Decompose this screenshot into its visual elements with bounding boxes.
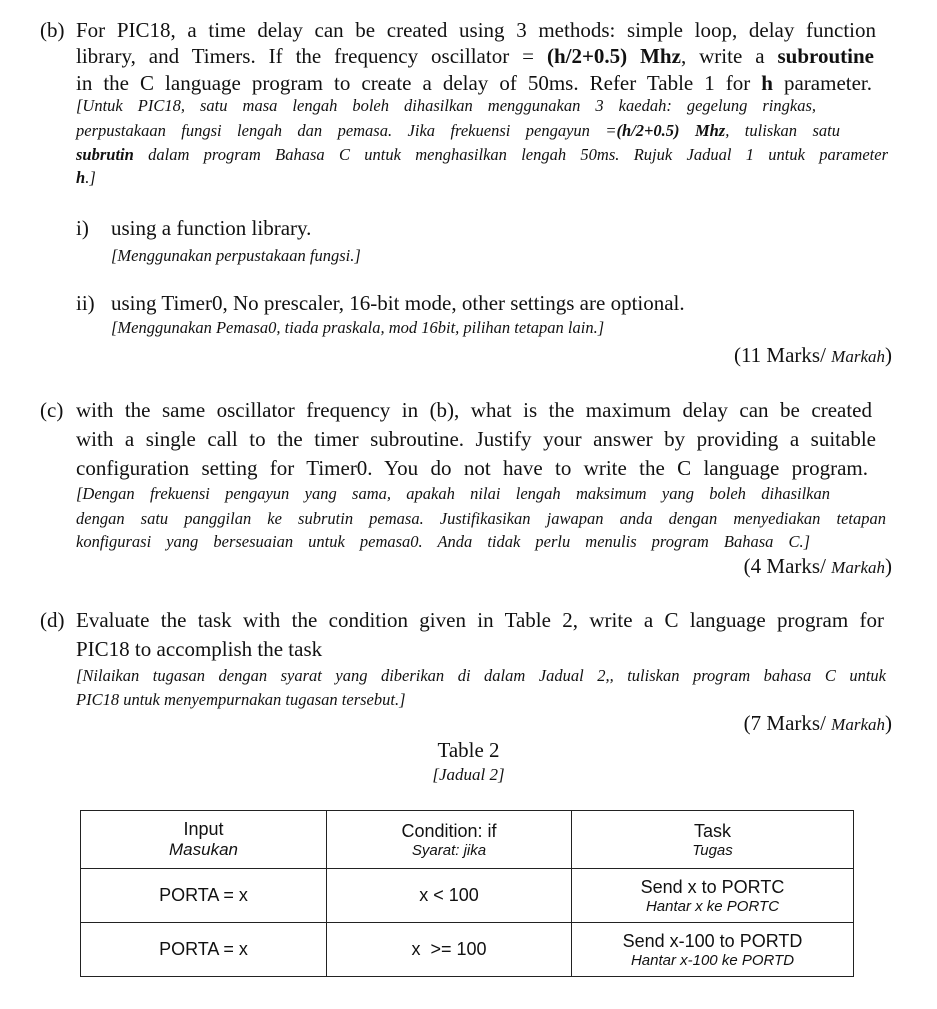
text: Markah bbox=[831, 558, 885, 577]
text: library, and Timers. If the frequency oscillator = bbox=[76, 44, 547, 68]
table-title: Table 2 bbox=[437, 738, 500, 762]
question-c-marks bbox=[744, 554, 892, 580]
text: ) bbox=[885, 554, 892, 578]
cell-condition: x < 100 bbox=[327, 869, 572, 923]
task-text: Send x to PORTC bbox=[640, 876, 785, 897]
table-title-malay: [Jadual 2] bbox=[432, 765, 505, 784]
condition-table bbox=[80, 810, 854, 977]
question-c-malay-line2: dengan satu panggilan ke subrutin pemasa. Justifikasikan jawapan anda dengan menyediakan tetapan bbox=[76, 509, 886, 528]
subquestion-i-text: using a function library. bbox=[111, 216, 312, 240]
question-d-marks bbox=[744, 711, 892, 737]
cell-task bbox=[572, 923, 854, 977]
header-text: Condition: if bbox=[401, 820, 497, 841]
text: , write a bbox=[680, 44, 778, 68]
question-b-line3 bbox=[76, 71, 872, 95]
question-c-label: (c) bbox=[40, 398, 64, 422]
header-task bbox=[572, 811, 854, 869]
text: parameter. bbox=[772, 71, 872, 95]
text: Markah bbox=[831, 347, 885, 366]
text: dalam program Bahasa C untuk menghasilkan lengah 50ms. Rujuk Jadual 1 untuk parameter bbox=[133, 145, 888, 164]
question-d-malay-line2: PIC18 untuk menyempurnakan tugasan tersebut.] bbox=[76, 690, 406, 709]
question-b-label: (b) bbox=[40, 18, 65, 42]
text: (7 Marks/ bbox=[743, 711, 832, 735]
keyword-subroutine: subroutine bbox=[777, 44, 874, 68]
task-malay: Hantar x-100 ke PORTD bbox=[630, 951, 795, 969]
task-text: Send x-100 to PORTD bbox=[622, 930, 803, 951]
question-c-malay-line3: konfigurasi yang bersesuaian untuk pemasa0. Anda tidak perlu menulis program Bahasa C.] bbox=[76, 532, 810, 551]
subquestion-i-label: i) bbox=[76, 216, 89, 240]
question-b-malay-line4 bbox=[76, 168, 96, 188]
cell-input: PORTA = x bbox=[81, 869, 327, 923]
question-c-line1: with the same oscillator frequency in (b), what is the maximum delay can be created bbox=[76, 398, 872, 422]
question-d-malay-line1: [Nilaikan tugasan dengan syarat yang diberikan di dalam Jadual 2,, tuliskan program bahasa C untuk bbox=[76, 666, 886, 685]
question-d-line1: Evaluate the task with the condition given in Table 2, write a C language program for bbox=[76, 608, 884, 632]
frequency-formula: (h/2+0.5) Mhz bbox=[546, 44, 681, 68]
text: .] bbox=[85, 168, 96, 187]
header-text: Input bbox=[183, 819, 224, 839]
cell-condition: x >= 100 bbox=[327, 923, 572, 977]
subquestion-i-malay: [Menggunakan perpustakaan fungsi.] bbox=[111, 246, 361, 265]
text: , tuliskan satu bbox=[725, 121, 840, 140]
header-text: Task bbox=[693, 820, 731, 841]
question-d-label: (d) bbox=[40, 608, 65, 632]
question-d-line2: PIC18 to accomplish the task bbox=[76, 637, 323, 661]
subquestion-ii-label: ii) bbox=[76, 291, 95, 315]
text: ) bbox=[885, 343, 892, 367]
frequency-formula: (h/2+0.5) Mhz bbox=[616, 121, 726, 140]
question-b-malay-line2 bbox=[76, 121, 840, 141]
question-b-malay-line3 bbox=[76, 145, 888, 165]
parameter-h: h bbox=[761, 71, 773, 95]
table-header-row bbox=[81, 811, 854, 869]
cell-input: PORTA = x bbox=[81, 923, 327, 977]
question-c-line3: configuration setting for Timer0. You do not have to write the C language program. bbox=[76, 456, 868, 480]
header-malay: Masukan bbox=[169, 840, 238, 859]
question-b-line1: For PIC18, a time delay can be created using 3 methods: simple loop, delay function bbox=[76, 18, 876, 42]
text: perpustakaan fungsi lengah dan pemasa. Jika frekuensi pengayun = bbox=[76, 121, 617, 140]
header-malay: Syarat: jika bbox=[411, 841, 487, 859]
keyword-subrutin: subrutin bbox=[76, 145, 134, 164]
cell-task bbox=[572, 869, 854, 923]
question-c-malay-line1: [Dengan frekuensi pengayun yang sama, apakah nilai lengah maksimum yang boleh dihasilkan bbox=[76, 484, 830, 503]
question-b-line2 bbox=[76, 44, 874, 68]
header-condition bbox=[327, 811, 572, 869]
text: Markah bbox=[831, 715, 885, 734]
subquestion-ii-malay: [Menggunakan Pemasa0, tiada praskala, mod 16bit, pilihan tetapan lain.] bbox=[111, 318, 605, 337]
text: (4 Marks/ bbox=[743, 554, 832, 578]
question-b-marks bbox=[734, 343, 892, 369]
subquestion-ii-text: using Timer0, No prescaler, 16-bit mode, other settings are optional. bbox=[111, 291, 685, 315]
header-input bbox=[81, 811, 327, 869]
parameter-h: h bbox=[76, 168, 86, 187]
header-malay: Tugas bbox=[692, 841, 733, 859]
text: in the C language program to create a delay of 50ms. Refer Table 1 for bbox=[76, 71, 762, 95]
question-c-line2: with a single call to the timer subroutine. Justify your answer by providing a suitable bbox=[76, 427, 876, 451]
table-row bbox=[81, 923, 854, 977]
table-row bbox=[81, 869, 854, 923]
task-malay: Hantar x ke PORTC bbox=[645, 897, 780, 915]
question-b-malay-line1: [Untuk PIC18, satu masa lengah boleh dihasilkan menggunakan 3 kaedah: gegelung ringkas, bbox=[76, 96, 816, 115]
text: (11 Marks/ bbox=[733, 343, 832, 367]
text: ) bbox=[885, 711, 892, 735]
